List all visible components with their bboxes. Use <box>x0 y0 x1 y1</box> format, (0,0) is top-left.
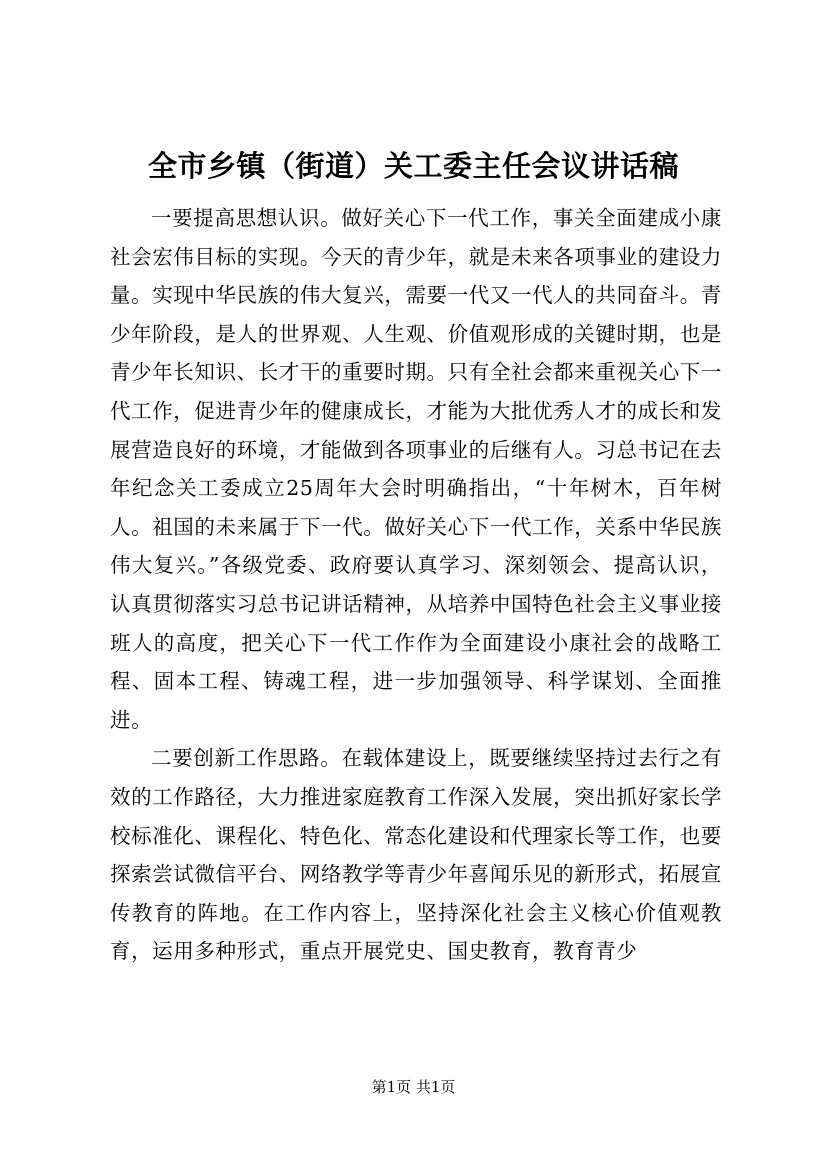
paragraph-1: 一要提高思想认识。做好关心下一代工作，事关全面建成小康社会宏伟目标的实现。今天的青少年，就是未来各项事业的建设力量。实现中华民族的伟大复兴，需要一代又一代人的共同奋斗。青少年阶段，是人的世界观、人生观、价值观形成的关键时期，也是青少年长知识、长才干的重要时期。只有全社会都来重视关心下一代工作，促进青少年的健康成长，才能为大批优秀人才的成长和发展营造良好的环境，才能做到各项事业的后继有人。习总书记在去年纪念关工委成立25周年大会时明确指出，“十年树木，百年树人。祖国的未来属于下一代。做好关心下一代工作，关系中华民族伟大复兴。”各级党委、政府要认真学习、深刻领会、提高认识，认真贯彻落实习总书记讲话精神，从培养中国特色社会主义事业接班人的高度，把关心下一代工作作为全面建设小康社会的战略工程、固本工程、铸魂工程，进一步加强领导、科学谋划、全面推进。 <box>110 206 722 732</box>
paragraph-2: 二要创新工作思路。在载体建设上，既要继续坚持过去行之有效的工作路径，大力推进家庭教育工作深入发展，突出抓好家长学校标准化、课程化、特色化、常态化建设和代理家长等工作，也要探索尝试微信平台、网络教学等青少年喜闻乐见的新形式，拓展宣传教育的阵地。在工作内容上，坚持深化社会主义核心价值观教育，运用多种形式，重点开展党史、国史教育，教育青少 <box>110 746 722 964</box>
document-body <box>110 199 722 971</box>
page-footer: 第1页 共1页 <box>371 1078 456 1096</box>
document-title: 全市乡镇（街道）关工委主任会议讲话稿 <box>147 149 679 183</box>
